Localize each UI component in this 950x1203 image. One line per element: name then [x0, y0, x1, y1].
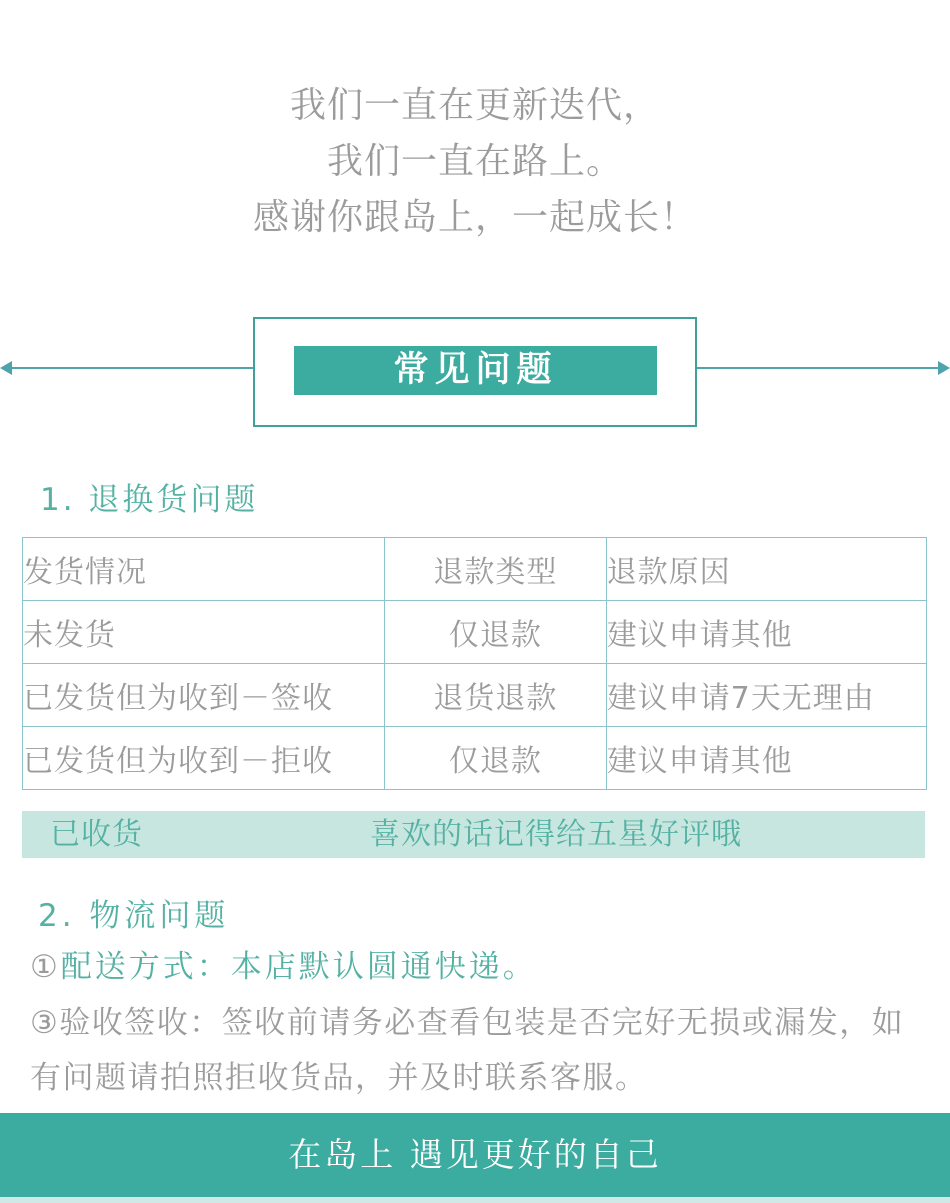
- faq-banner-box: [253, 317, 697, 427]
- faq-banner-title: 常见问题: [294, 346, 657, 395]
- table-cell: 未发货: [23, 601, 385, 664]
- table-row: [23, 601, 927, 664]
- circled-three-marker: ③: [30, 1005, 60, 1041]
- table-cell: 建议申请其他: [606, 601, 926, 664]
- returns-table: [22, 537, 927, 790]
- table-cell: 仅退款: [385, 727, 607, 790]
- table-cell: 仅退款: [385, 601, 607, 664]
- header-cell-shipping-status: 发货情况: [23, 538, 385, 601]
- shipping-method-text: 配送方式：本店默认圆通快递。: [60, 949, 537, 985]
- footer-banner: [0, 1113, 950, 1197]
- circled-one-marker: ①: [30, 949, 61, 985]
- table-cell: 建议申请其他: [606, 727, 926, 790]
- table-row: [23, 727, 927, 790]
- received-highlight-row: [22, 811, 925, 858]
- left-arrow-line: [10, 367, 253, 369]
- right-arrow-icon: [938, 361, 950, 375]
- footer-slogan: 在岛上 遇见更好的自己: [288, 1135, 662, 1174]
- five-star-note: 喜欢的话记得给五星好评哦: [370, 817, 742, 852]
- section2-heading: 2. 物流问题: [38, 898, 230, 934]
- table-cell: 建议申请7天无理由: [606, 664, 926, 727]
- intro-line-3: 感谢你跟岛上，一起成长！: [252, 197, 697, 238]
- right-arrow-line: [697, 367, 940, 369]
- table-cell: 已发货但为收到－签收: [23, 664, 385, 727]
- table-cell: 已发货但为收到－拒收: [23, 727, 385, 790]
- inspection-text: 验收签收：签收前请务必查看包装是否完好无损或漏发，如有问题请拍照拒收货品，并及时联系客服。: [30, 1005, 905, 1096]
- table-header-row: [23, 538, 927, 601]
- received-label: 已收货: [50, 817, 143, 852]
- header-cell-refund-type: 退款类型: [385, 538, 607, 601]
- intro-text: [0, 78, 950, 246]
- faq-banner: [0, 317, 950, 427]
- table-cell: 退货退款: [385, 664, 607, 727]
- inspection-item: [30, 996, 930, 1106]
- header-cell-refund-reason: 退款原因: [606, 538, 926, 601]
- footer-bottom-strip: [0, 1197, 950, 1203]
- intro-line-1: 我们一直在更新迭代，: [289, 85, 660, 126]
- shipping-method-item: [30, 941, 537, 986]
- table-row: [23, 664, 927, 727]
- intro-line-2: 我们一直在路上。: [326, 141, 623, 182]
- section1-heading: 1. 退换货问题: [40, 482, 259, 518]
